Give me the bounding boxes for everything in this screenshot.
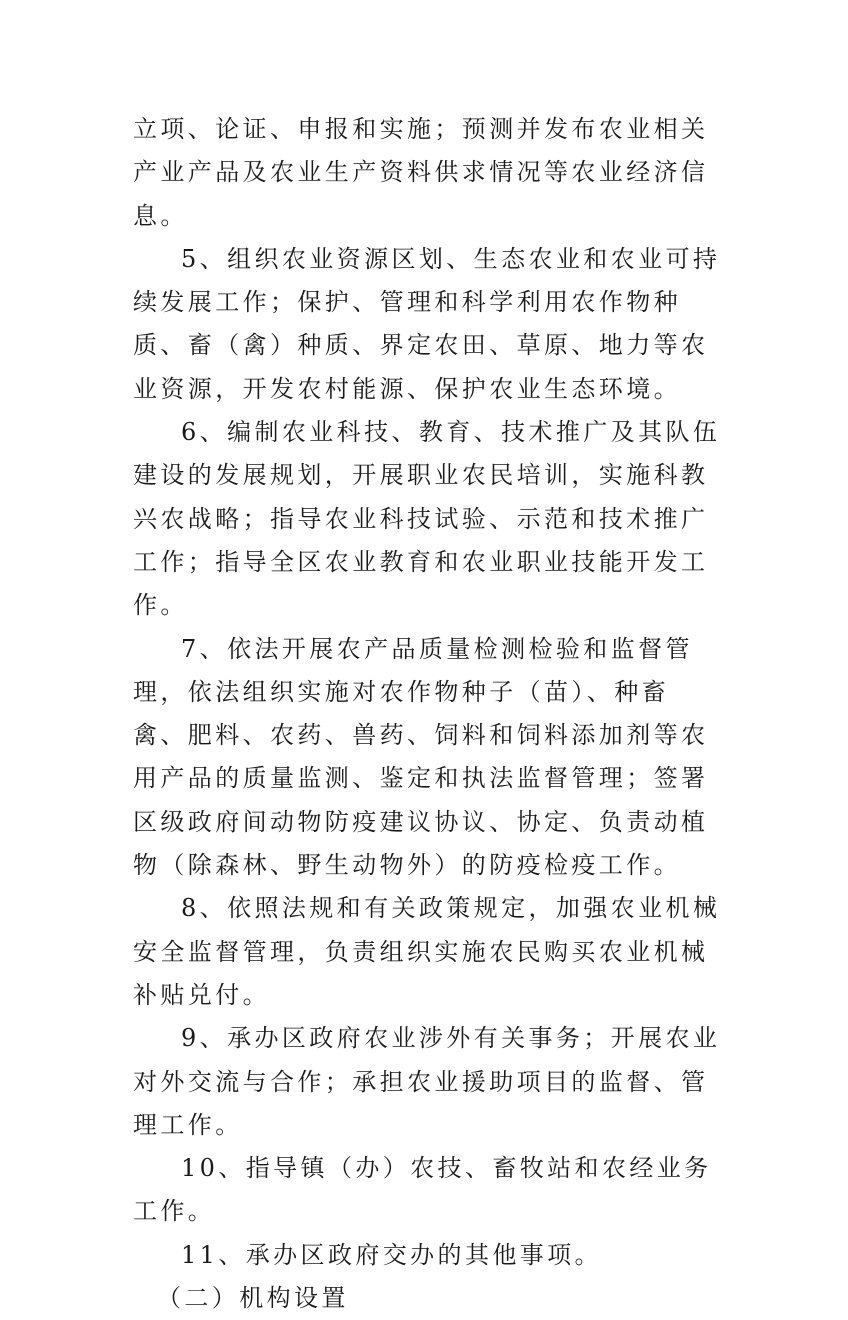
section-heading: （二）机构设置	[157, 1284, 349, 1313]
paragraph-item-11: 11、承办区政府交办的其他事项。	[181, 1240, 602, 1269]
paragraph-item-7: 7、依法开展农产品质量检测检验和监督管理，依法组织实施对农作物种子（苗）、种畜禽、肥料、农药、兽药、饲料和饲料添加剂等农用产品的质量监测、鉴定和执法监督管理；签署区级政府间动物防疫建议协议、协定、负责动植物（除森林、野生动物外）的防疫检疫工作。	[133, 634, 709, 880]
document-body	[133, 108, 723, 1320]
paragraph-item-8: 8、依照法规和有关政策规定，加强农业机械安全监督管理，负责组织实施农民购买农业机械补贴兑付。	[133, 894, 721, 1009]
paragraph-item-6: 6、编制农业科技、教育、技术推广及其队伍建设的发展规划，开展职业农民培训，实施科教兴农战略；指导农业科技试验、示范和技术推广工作；指导全区农业教育和农业职业技能开发工作。	[133, 418, 721, 620]
paragraph-item-9: 9、承办区政府农业涉外有关事务；开展农业对外交流与合作；承担农业援助项目的监督、管理工作。	[133, 1024, 721, 1139]
paragraph-item-10: 10、指导镇（办）农技、畜牧站和农经业务工作。	[133, 1154, 712, 1226]
paragraph-item-5: 5、组织农业资源区划、生态农业和农业可持续发展工作；保护、管理和科学利用农作物种质、畜（禽）种质、界定农田、草原、地力等农业资源，开发农村能源、保护农业生态环境。	[133, 244, 721, 403]
paragraph-continuation: 立项、论证、申报和实施；预测并发布农业相关产业产品及农业生产资料供求情况等农业经济信息。	[133, 115, 709, 230]
